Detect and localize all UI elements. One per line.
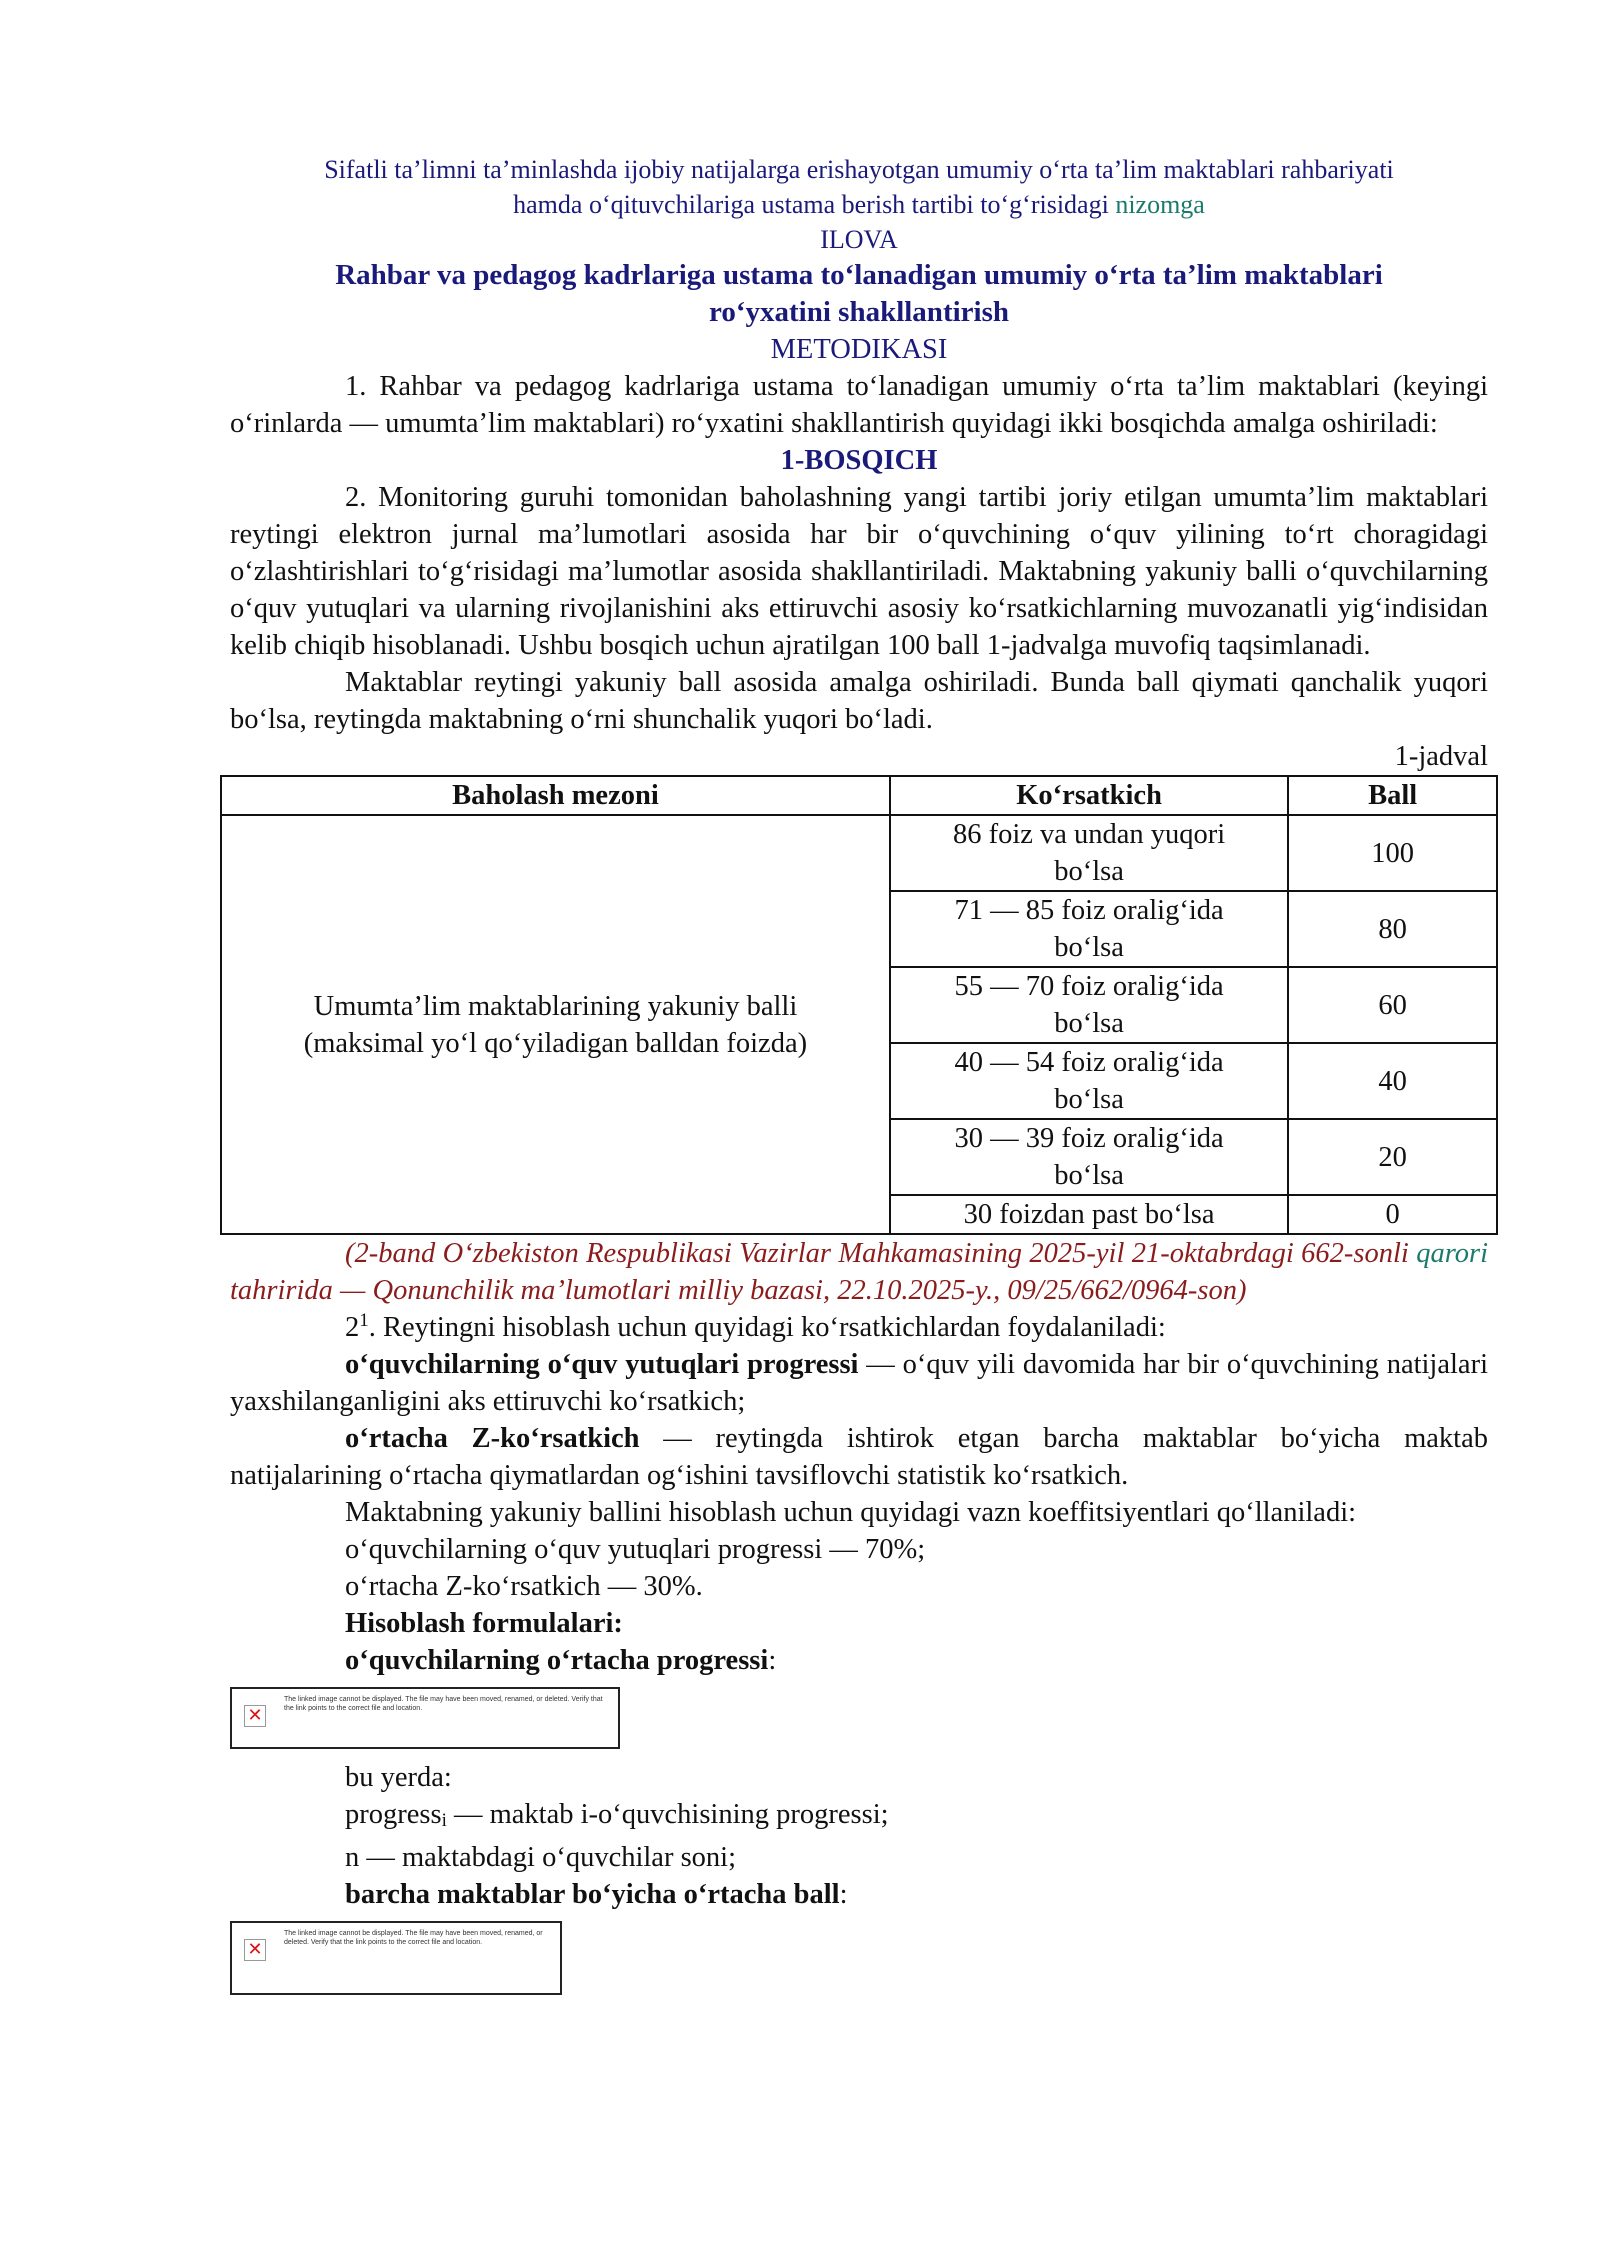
paragraph-1: 1. Rahbar va pedagog kadrlariga ustama to‘lanadigan umumiy o‘rta ta’lim maktablari (keyingi o‘rinlarda — umumta’lim maktablari) ro‘yxatini shakllantirish quyidagi ikki bosqichda amalga oshiriladi:	[230, 371, 1488, 439]
indicator-cell	[890, 891, 1288, 967]
table-row	[221, 815, 1497, 891]
formula-2-label	[230, 1876, 1488, 1913]
indicator-1	[230, 1346, 1488, 1420]
ball-cell: 0	[1288, 1195, 1497, 1234]
formula-2-label-text: barcha maktablar bo‘yicha o‘rtacha ball	[345, 1879, 840, 1910]
title-metodikasi: METODIKASI	[770, 334, 948, 365]
header-criterion: Baholash mezoni	[221, 776, 890, 815]
indicator-cell	[890, 1119, 1288, 1195]
header-line-2-text: hamda o‘qituvchilariga ustama berish tartibi to‘g‘risidagi	[513, 190, 1116, 219]
reference-text-1: (2-band O‘zbekiston Respublikasi Vazirlar Mahkamasining 2025-yil 21-oktabrdagi 662-sonli	[345, 1238, 1417, 1269]
broken-image-1	[230, 1687, 620, 1749]
formula-1-label	[230, 1642, 1488, 1679]
header-indicator: Ko‘rsatkich	[890, 776, 1288, 815]
table-caption: 1-jadval	[1394, 741, 1488, 772]
header-ilova: ILOVA	[820, 225, 898, 254]
nizom-link[interactable]: nizomga	[1115, 190, 1205, 219]
title-line-2: ro‘yxatini shakllantirish	[709, 296, 1009, 328]
indicator-cell	[890, 815, 1288, 891]
ball-cell: 100	[1288, 815, 1497, 891]
broken-image-2	[230, 1921, 562, 1995]
indicator-1-term: o‘quvchilarning o‘quv yutuqlari progressi	[345, 1349, 859, 1380]
ball-cell: 20	[1288, 1119, 1497, 1195]
paragraph-3: Maktablar reytingi yakuniy ball asosida amalga oshiriladi. Bunda ball qiymati qanchalik yuqori bo‘lsa, reytingda maktabning o‘rni shunchalik yuqori bo‘ladi.	[230, 667, 1488, 735]
indicator-line-1: 55 — 70 foiz oralig‘ida	[954, 971, 1224, 1002]
indicator-line-2: bo‘lsa	[1054, 1160, 1124, 1191]
ball-cell: 60	[1288, 967, 1497, 1043]
indicator-line-2: bo‘lsa	[1054, 1008, 1124, 1039]
document-content	[230, 152, 1488, 2005]
formulas-title: Hisoblash formulalari:	[345, 1608, 623, 1639]
broken-image-2-message: The linked image cannot be displayed. The file may have been moved, renamed, or deleted. Verify that the link points to the correct file and location.	[284, 1930, 543, 1946]
def1-subscript: i	[441, 1810, 447, 1831]
indicator-2-desc: — reytingda ishtirok etgan barcha maktablar bo‘yicha maktab natijalarining o‘rtacha qiymatlardan og‘ishini tavsiflovchi statistik ko‘rsatkich.	[230, 1423, 1488, 1491]
indicator-line-2: bo‘lsa	[1054, 1084, 1124, 1115]
criteria-table	[220, 775, 1498, 1235]
indicator-line-1: 86 foiz va undan yuqori	[952, 819, 1226, 850]
indicator-cell	[890, 1043, 1288, 1119]
para21-superscript: 1	[359, 1310, 369, 1331]
title-line-1: Rahbar va pedagog kadrlariga ustama to‘lanadigan umumiy o‘rta ta’lim maktablari	[335, 259, 1383, 291]
indicator-line-1: 40 — 54 foiz oralig‘ida	[954, 1047, 1224, 1078]
header-line-2	[230, 187, 1488, 222]
broken-image-1-message: The linked image cannot be displayed. The file may have been moved, renamed, or deleted. Verify that the link points to the correct file and location.	[284, 1696, 603, 1712]
para21-number: 2	[345, 1312, 360, 1343]
paragraph-2: 2. Monitoring guruhi tomonidan baholashning yangi tartibi joriy etilgan umumta’lim maktablari reytingi elektron jurnal ma’lumotlari asosida har bir o‘quvchining o‘quv yilining to‘rt choragidagi o‘zlashtirishlari to‘g‘risidagi ma’lumotlar asosida shakllantiriladi. Maktabning yakuniy balli o‘quvchilarning o‘quv yutuqlari va ularning rivojlanishini aks ettiruvchi asosiy ko‘rsatkichlarning muvozanatli yig‘indisidan kelib chiqib hisoblanadi. Ushbu bosqich uchun ajratilgan 100 ball 1-jadvalga muvofiq taqsimlanadi.	[230, 482, 1488, 661]
indicator-line-1: 30 — 39 foiz oralig‘ida	[954, 1123, 1224, 1154]
table-wrapper	[220, 775, 1498, 1235]
indicator-cell	[890, 967, 1288, 1043]
indicator-cell: 30 foizdan past bo‘lsa	[890, 1195, 1288, 1234]
qaror-link[interactable]: qarori	[1416, 1238, 1488, 1269]
ball-cell: 40	[1288, 1043, 1497, 1119]
indicator-line-1: 71 — 85 foiz oralig‘ida	[954, 895, 1224, 926]
weight-2: o‘rtacha Z-ko‘rsatkich — 30%.	[345, 1571, 703, 1602]
definition-1	[230, 1796, 1488, 1839]
header-ball: Ball	[1288, 776, 1497, 815]
table-header-row	[221, 776, 1497, 815]
indicator-1-desc: — o‘quv yili davomida har bir o‘quvchining natijalari yaxshilanganligini aks ettiruvchi ko‘rsatkich;	[230, 1349, 1488, 1417]
paragraph-2-1	[230, 1309, 1488, 1346]
reference-text-2: tahririda — Qonunchilik ma’lumotlari milliy bazasi, 22.10.2025-y., 09/25/662/0964-son)	[230, 1275, 1247, 1306]
where-label: bu yerda:	[345, 1762, 452, 1793]
amendment-reference	[230, 1235, 1488, 1309]
indicator-line-2: bo‘lsa	[1054, 856, 1124, 887]
indicator-line-2: bo‘lsa	[1054, 932, 1124, 963]
broken-image-icon: ✕	[244, 1939, 266, 1961]
def1-post: — maktab i-o‘quvchisining progressi;	[446, 1799, 889, 1830]
criterion-line-1: Umumta’lim maktablarining yakuniy balli	[313, 990, 798, 1022]
broken-image-icon: ✕	[244, 1705, 266, 1727]
header-line-1: Sifatli ta’limni ta’minlashda ijobiy natijalarga erishayotgan umumiy o‘rta ta’lim maktablari rahbariyati	[324, 155, 1394, 184]
para21-text: . Reytingni hisoblash uchun quyidagi ko‘rsatkichlardan foydalaniladi:	[368, 1312, 1166, 1343]
indicator-2	[230, 1420, 1488, 1494]
definition-2: n — maktabdagi o‘quvchilar soni;	[345, 1842, 736, 1873]
def1-pre: progress	[345, 1799, 442, 1830]
stage-1-heading: 1-BOSQICH	[780, 445, 938, 476]
indicator-2-term: o‘rtacha Z-ko‘rsatkich	[345, 1423, 640, 1454]
criterion-cell	[221, 815, 890, 1234]
weights-intro: Maktabning yakuniy ballini hisoblash uchun quyidagi vazn koeffitsiyentlari qo‘llaniladi:	[345, 1497, 1357, 1528]
formula-1-label-text: o‘quvchilarning o‘rtacha progressi	[345, 1645, 769, 1676]
criterion-line-2: (maksimal yo‘l qo‘yiladigan balldan foizda)	[303, 1027, 808, 1059]
weight-1: o‘quvchilarning o‘quv yutuqlari progressi — 70%;	[345, 1534, 926, 1565]
formula-1-colon: :	[768, 1645, 777, 1676]
formula-2-colon: :	[839, 1879, 848, 1910]
ball-cell: 80	[1288, 891, 1497, 967]
